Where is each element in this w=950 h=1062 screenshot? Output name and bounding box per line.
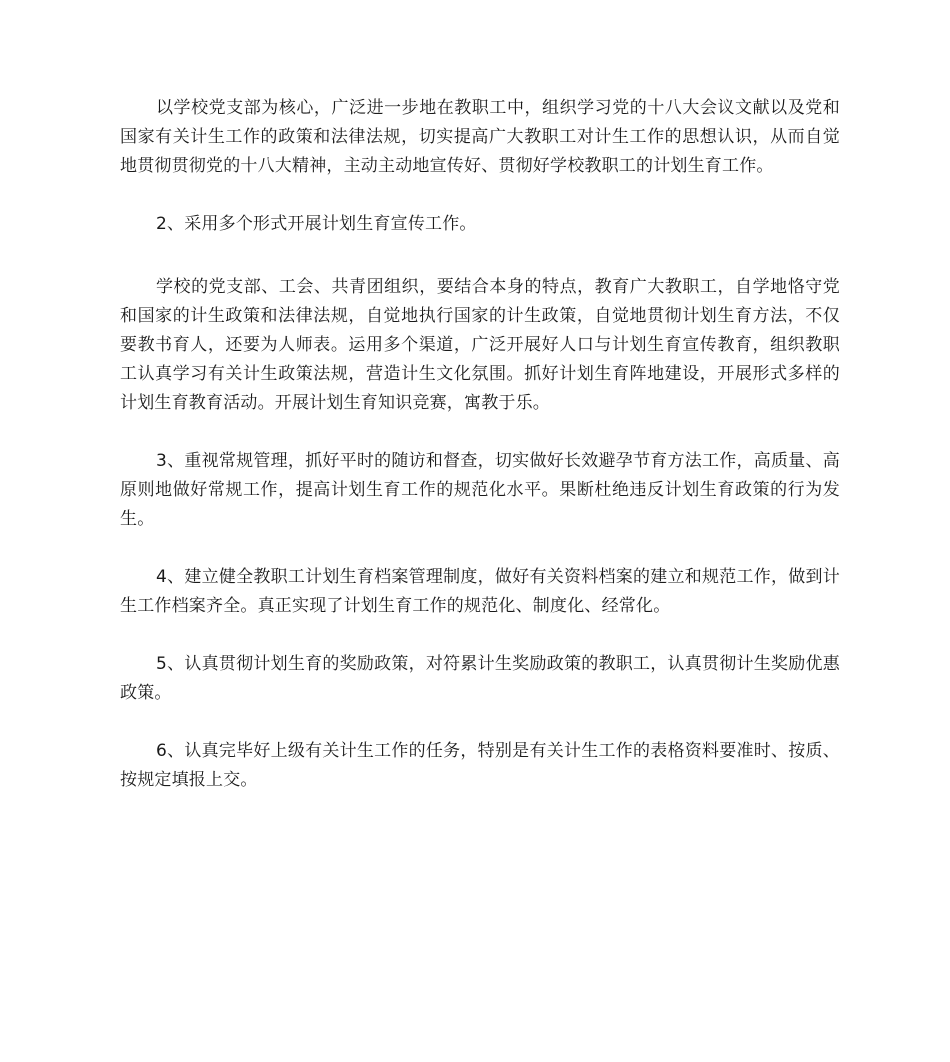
paragraph-item-4: 4、建立健全教职工计划生育档案管理制度，做好有关资料档案的建立和规范工作，做到计生工作档案齐全。真正实现了计划生育工作的规范化、制度化、经常化。	[120, 567, 840, 616]
paragraph-intro: 以学校党支部为核心，广泛进一步地在教职工中，组织学习党的十八大会议文献以及党和国家有关计生工作的政策和法律法规，切实提高广大教职工对计生工作的思想认识，从而自觉地贯彻贯彻党的十八大精神，主动主动地宣传好、贯彻好学校教职工的计划生育工作。	[120, 98, 840, 176]
paragraph-item-2-heading: 2、采用多个形式开展计划生育宣传工作。	[156, 214, 477, 234]
paragraph-item-3: 3、重视常规管理，抓好平时的随访和督查，切实做好长效避孕节育方法工作，高质量、高原则地做好常规工作，提高计划生育工作的规范化水平。果断杜绝违反计划生育政策的行为发生。	[120, 451, 840, 529]
paragraph-item-5: 5、认真贯彻计划生育的奖励政策，对符累计生奖励政策的教职工，认真贯彻计生奖励优惠政策。	[120, 654, 840, 703]
document-page	[120, 94, 840, 824]
paragraph-item-6: 6、认真完毕好上级有关计生工作的任务，特别是有关计生工作的表格资料要准时、按质、按规定填报上交。	[120, 741, 840, 790]
paragraph-item-2-body: 学校的党支部、工会、共青团组织，要结合本身的特点，教育广大教职工，自学地恪守党和国家的计生政策和法律法规，自觉地执行国家的计生政策，自觉地贯彻计划生育方法，不仅要教书育人，还要为人师表。运用多个渠道，广泛开展好人口与计划生育宣传教育，组织教职工认真学习有关计生政策法规，营造计生文化氛围。抓好计划生育阵地建设，开展形式多样的计划生育教育活动。开展计划生育知识竞赛，寓教于乐。	[120, 277, 840, 413]
